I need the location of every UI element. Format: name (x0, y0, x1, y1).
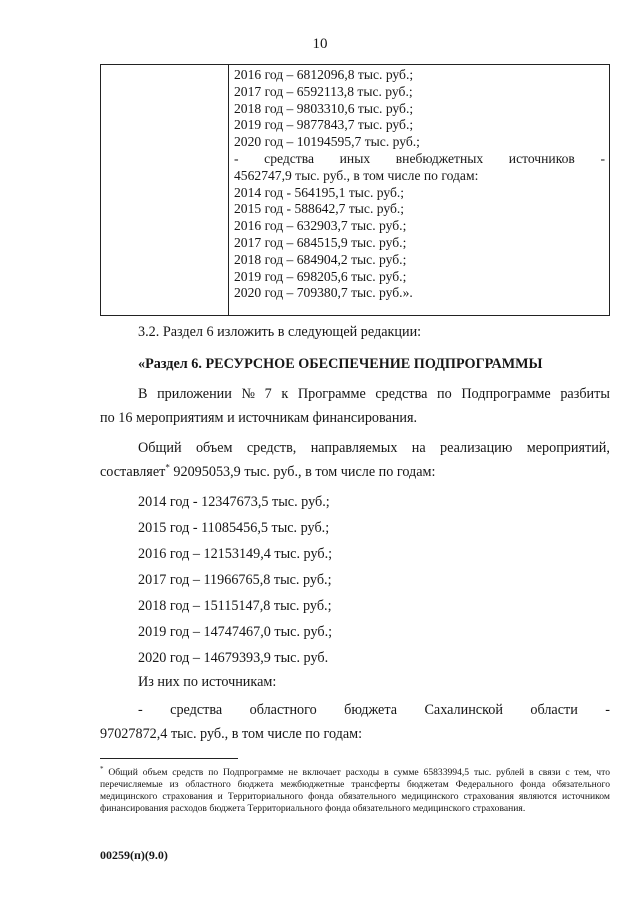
table-row: 2020 год – 10194595,7 тыс. руб.; (234, 134, 420, 150)
word: - (234, 150, 239, 166)
year-line: 2019 год – 14747467,0 тыс. руб.; (138, 624, 333, 640)
table-row: 2019 год – 698205,6 тыс. руб.; (234, 268, 407, 284)
word: средства (264, 150, 315, 166)
word: - (138, 702, 143, 718)
year-line: 2014 год - 12347673,5 тыс. руб.; (138, 494, 330, 510)
word: - (600, 150, 605, 166)
table-row: 2016 год – 6812096,8 тыс. руб.; (234, 67, 414, 82)
word: Программе (297, 386, 366, 402)
regional-budget-total: 97027872,4 тыс. руб., в том числе по годам: (100, 726, 363, 742)
word: объем (195, 440, 233, 456)
year-line: 2016 год – 12153149,4 тыс. руб.; (138, 546, 333, 562)
regional-budget-line (138, 702, 610, 719)
word: средств, (246, 440, 297, 456)
footnote-mark: * (100, 765, 104, 773)
word: реализацию (440, 440, 513, 456)
para2-line2 (100, 464, 610, 481)
table-row: 2016 год – 632903,7 тыс. руб.; (234, 218, 407, 234)
word: - (605, 702, 610, 718)
word: средства (170, 702, 223, 718)
year-line: 2015 год - 11085456,5 тыс. руб.; (138, 520, 330, 536)
word: средства (375, 386, 428, 402)
footnote-separator (100, 758, 238, 759)
para2-post: 92095053,9 тыс. руб., в том числе по годам: (169, 464, 436, 480)
footnote-text: Общий объем средств по Подпрограмме не включает расходы в сумме 65833994,5 тыс. рублей в связи с тем, что перечисляемые из областного бюджета межбюджетные трансферты бюджетам Федерального фонда обязательного медицинского страхования и Территориального фонда обязательного медицинского страхования являются источником финансирования расходов бюджета Территориального фонда обязательного медицинского страхования. (100, 767, 610, 814)
para1-line2: по 16 мероприятиям и источникам финансирования. (100, 410, 418, 426)
table-row: 2014 год - 564195,1 тыс. руб.; (234, 184, 405, 200)
para2-line1 (138, 440, 610, 457)
word: Общий (138, 440, 182, 456)
table-row: 2015 год - 588642,7 тыс. руб.; (234, 201, 405, 217)
table-row: 2017 год – 6592113,8 тыс. руб.; (234, 83, 413, 99)
year-line: 2018 год – 15115147,8 тыс. руб.; (138, 598, 332, 614)
word: по (437, 386, 452, 402)
table-row: 2018 год – 684904,2 тыс. руб.; (234, 251, 407, 267)
word: В (138, 386, 148, 402)
other-sources-total: 4562747,9 тыс. руб., в том числе по годам: (234, 167, 479, 183)
word: бюджета (344, 702, 398, 718)
word: 7 (264, 386, 272, 402)
word: приложении (157, 386, 232, 402)
word: разбиты (560, 386, 610, 402)
word: на (411, 440, 426, 456)
para2-pre: составляет (100, 464, 166, 480)
footnote (100, 764, 610, 815)
word: Сахалинской (424, 702, 503, 718)
word: области (530, 702, 578, 718)
table-row: 2018 год – 9803310,6 тыс. руб.; (234, 100, 414, 116)
section-heading: «Раздел 6. РЕСУРСНОЕ ОБЕСПЕЧЕНИЕ ПОДПРОГРАММЫ (138, 356, 543, 372)
word: к (281, 386, 289, 402)
word: Подпрограмме (461, 386, 551, 402)
word: областного (249, 702, 317, 718)
word: иных (339, 150, 371, 166)
para1-line1 (138, 386, 610, 403)
section-intro: 3.2. Раздел 6 изложить в следующей редакции: (138, 324, 422, 340)
word: внебюджетных (395, 150, 484, 166)
sources-intro: Из них по источникам: (138, 674, 277, 690)
table-row: 2017 год – 684515,9 тыс. руб.; (234, 234, 407, 250)
table-row: 2020 год – 709380,7 тыс. руб.». (234, 285, 413, 301)
word: мероприятий, (526, 440, 610, 456)
word: источников (508, 150, 575, 166)
document-code: 00259(п)(9.0) (100, 848, 168, 862)
year-line: 2020 год – 14679393,9 тыс. руб. (138, 650, 329, 666)
year-line: 2017 год – 11966765,8 тыс. руб.; (138, 572, 332, 588)
page-number: 10 (312, 36, 328, 52)
word: № (241, 386, 256, 402)
table-row: 2019 год – 9877843,7 тыс. руб.; (234, 117, 414, 133)
footnote-ref-mark: * (165, 462, 170, 473)
word: направляемых (310, 440, 398, 456)
